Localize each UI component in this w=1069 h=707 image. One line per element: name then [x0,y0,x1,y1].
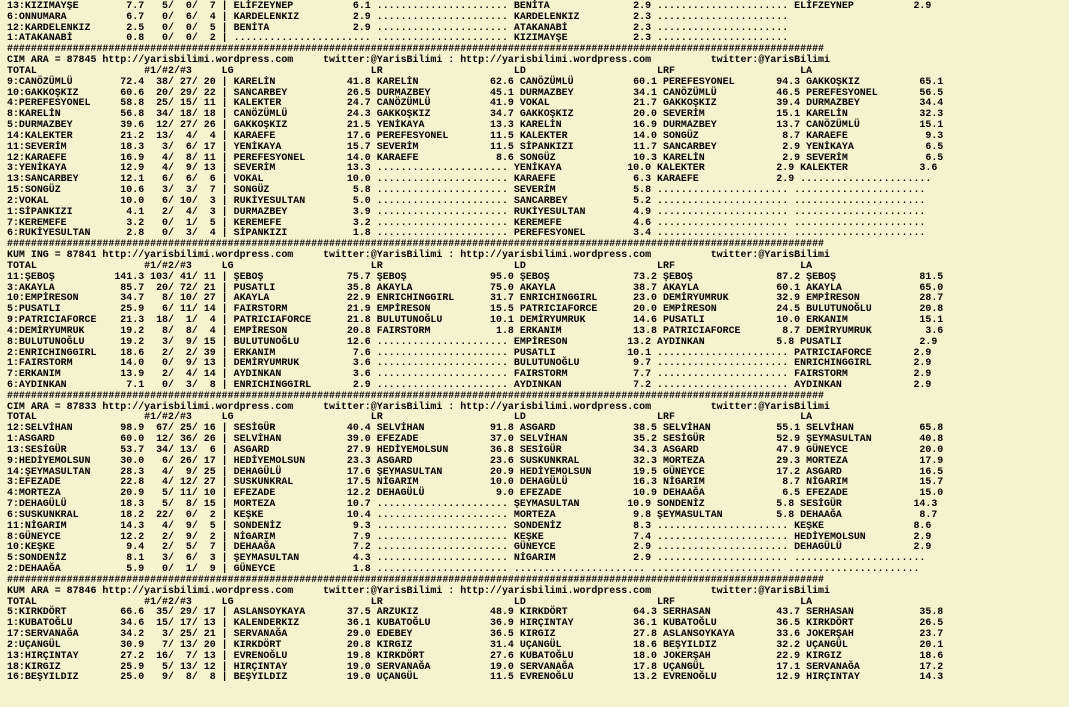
data-row: 18:KIRGIZ 25.9 5/ 13/ 12 | HIRÇINTAY 19.0 SERVANAĞA 19.0 SERVANAĞA 17.8 UÇANGÜL 17.1 SERVANAĞA 17.2 [7,660,944,672]
data-row: 8:BULUTUNOĞLU 19.2 3/ 9/ 15 | BULUTUNOĞLU 12.6 ...................... EMPİRESON 13.2 AYDINKAN 5.8 PUSATLI 2.9 [7,335,938,347]
data-row: 12:KARDELENKIZ 2.5 0/ 0/ 5 | BENİTA 2.9 ...................... ATAKANABİ 2.3 ...................... [7,21,789,33]
data-row: 6:RUKİYESULTAN 2.8 0/ 3/ 4 | SİPANKIZI 1.8 ...................... PEREFESYONEL 3.4 ...................... ...................... [7,227,926,239]
data-row: 13:HIRÇINTAY 27.2 16/ 7/ 13 | EVRENOĞLU 19.8 KIRKDÖRT 27.6 KUBATOĞLU 18.0 JOKERŞAH 22.9 KIRGIZ 18.6 [7,649,944,661]
data-row: 6:AYDINKAN 7.1 0/ 3/ 8 | ENRICHINGGIRL 2.9 ...................... AYDINKAN 7.2 ...................... AYDINKAN 2.9 [7,378,932,390]
data-row: 5:SONDENİZ 8.1 3/ 6/ 3 | ŞEYMASULTAN 4.3 ...................... NİGARIM 2.9 ...................... ...................... [7,552,926,564]
race-header-row: KUM ING = 87841 http://yarisbilimi.wordpress.com twitter:@YarisBilimi : http://yarisbilimi.wordpress.com twitter:@YarisBilimi [7,249,830,261]
data-row: 4:DEMİRYUMRUK 19.2 8/ 8/ 4 | EMPİRESON 20.8 FAIRSTORM 1.8 ERKANIM 13.8 PATRICIAFORCE 8.7 DEMİRYUMRUK 3.6 [7,324,944,336]
data-row: 4:MORTEZA 20.9 5/ 11/ 10 | EFEZADE 12.2 DEHAGÜLÜ 9.0 EFEZADE 10.9 DEHAAĞA 6.5 EFEZADE 15.0 [7,487,944,499]
data-row: 9:CANÖZÜMLÜ 72.4 38/ 27/ 20 | KARELİN 41.8 KARELİN 62.6 CANÖZÜMLÜ 60.1 PEREFESYONEL 94.3 GAKKOŞKIZ 65.1 [7,75,944,87]
data-row: 11:SEVERİM 18.3 3/ 6/ 17 | YENİKAYA 15.7 SEVERİM 11.5 SİPANKIZI 11.7 SANCARBEY 2.9 YENİKAYA 6.5 [7,140,944,152]
data-row: 5:DURMAZBEY 39.6 12/ 27/ 26 | GAKKOŞKIZ 21.5 YENİKAYA 13.3 KARELİN 16.9 DURMAZBEY 13.7 CANÖZÜMLÜ 15.1 [7,119,944,131]
data-row: 4:PEREFESYONEL 58.8 25/ 15/ 11 | KALEKTER 24.7 CANÖZÜMLÜ 41.9 VOKAL 21.7 GAKKOŞKIZ 39.4 DURMAZBEY 34.4 [7,97,944,109]
race-header-row: CIM ARA = 87845 http://yarisbilimi.wordpress.com twitter:@YarisBilimi : http://yarisbilimi.wordpress.com twitter:@YarisBilimi [7,54,830,66]
section-divider: ######################################################################################################################################### [7,43,824,55]
data-row: 6:ONNUMARA 6.7 0/ 6/ 4 | KARDELENKIZ 2.9 ...................... KARDELENKIZ 2.3 ...................... [7,10,789,22]
data-row: 7:KEREMEFE 3.2 0/ 1/ 5 | KEREMEFE 3.2 ...................... KEREMEFE 4.6 ...................... ...................... [7,216,926,228]
data-row: 5:PUSATLI 25.9 6/ 11/ 14 | FAIRSTORM 21.9 EMPİRESON 15.5 PATRICIAFORCE 20.0 EMPİRESON 24.5 BULUTUNOĞLU 20.8 [7,303,944,315]
data-row: 14:KALEKTER 21.2 13/ 4/ 4 | KARAEFE 17.6 PEREFESYONEL 11.5 KALEKTER 14.0 SONGÜZ 8.7 KARAEFE 9.3 [7,129,944,141]
data-row: 17:SERVANAĞA 34.2 3/ 25/ 21 | SERVANAĞA 29.0 EDEBEY 36.5 KIRGIZ 27.8 ASLANSOYKAYA 33.6 JOKERŞAH 23.7 [7,628,944,640]
data-row: 7:DEHAGÜLÜ 18.3 5/ 8/ 15 | MORTEZA 10.7 ...................... ŞEYMASULTAN 10.9 SONDENİZ 5.8 SESİGÜR 14.3 [7,498,938,510]
data-row: 8:GÜNEYCE 12.2 2/ 9/ 2 | NİGARIM 7.9 ...................... KEŞKE 7.4 ...................... HEDİYEMOLSUN 2.9 [7,530,932,542]
data-row: 2:VOKAL 10.0 6/ 10/ 3 | RUKİYESULTAN 5.0 ...................... SANCARBEY 5.2 ...................... ...................... [7,194,926,206]
data-row: 13:SANCARBEY 12.1 6/ 6/ 6 | VOKAL 10.0 ...................... KARAEFE 6.3 KARAEFE 2.9 ...................... [7,173,932,185]
data-row: 1:FAIRSTORM 14.0 0/ 9/ 13 | DEMİRYUMRUK 3.6 ...................... BULUTUNOĞLU 9.7 ...................... ENRICHINGGIRL 2.9 [7,357,932,369]
data-row: 1:ATAKANABİ 0.8 0/ 0/ 2 | ....................... ...................... KIZIMAYŞE 2.3 ...................... [7,32,789,44]
data-row: 16:BEŞYILDIZ 25.0 9/ 8/ 8 | BEŞYILDIZ 19.0 UÇANGÜL 11.5 EVRENOĞLU 13.2 EVRENOĞLU 12.9 HIRÇINTAY 14.3 [7,671,944,683]
data-row: 2:ENRICHINGGIRL 18.6 2/ 2/ 39 | ERKANIM 7.6 ...................... PUSATLI 10.1 ...................... PATRICIAFORCE 2.9 [7,346,932,358]
data-row: 8:KARELİN 56.8 34/ 18/ 18 | CANÖZÜMLÜ 24.3 GAKKOŞKIZ 34.7 GAKKOŞKIZ 20.0 SEVERİM 15.1 KARELİN 32.3 [7,108,944,120]
data-row: 1:SİPANKIZI 4.1 2/ 4/ 3 | DURMAZBEY 3.9 ...................... RUKİYESULTAN 4.9 ...................... ...................... [7,205,926,217]
data-row: 2:DEHAAĞA 5.9 0/ 1/ 9 | GÜNEYCE 1.8 ...................... ...................... ...................... ...................... [7,563,920,575]
section-divider: ######################################################################################################################################### [7,573,824,585]
data-row: 11:ŞEBOŞ 141.3 103/ 41/ 11 | ŞEBOŞ 75.7 ŞEBOŞ 95.0 ŞEBOŞ 73.2 ŞEBOŞ 87.2 ŞEBOŞ 81.5 [7,270,944,282]
data-row: 3:EFEZADE 22.8 4/ 12/ 27 | SUSKUNKRAL 17.5 NİGARIM 10.0 DEHAGÜLÜ 16.3 NİGARIM 8.7 NİGARIM 15.7 [7,476,944,488]
section-divider: ######################################################################################################################################### [7,238,824,250]
data-row: 7:ERKANIM 13.9 2/ 4/ 14 | AYDINKAN 3.6 ...................... FAIRSTORM 7.7 ...................... FAIRSTORM 2.9 [7,368,932,380]
column-header-row: TOTAL #1/#2/#3 LG LR LD LRF LA [7,595,813,607]
data-row: 12:SELVİHAN 98.9 67/ 25/ 16 | SESİGÜR 40.4 SELVİHAN 91.8 ASGARD 38.5 SELVİHAN 55.1 SELVİHAN 65.8 [7,422,944,434]
data-row: 9:HEDİYEMOLSUN 30.0 6/ 26/ 17 | HEDİYEMOLSUN 23.3 ASGARD 23.6 SUSKUNKRAL 32.3 MORTEZA 29.3 MORTEZA 17.9 [7,454,944,466]
data-row: 1:KUBATOĞLU 34.6 15/ 17/ 13 | KALENDERKIZ 36.1 KUBATOĞLU 36.9 HIRÇINTAY 36.1 KUBATOĞLU 36.5 KIRKDÖRT 26.5 [7,617,944,629]
data-row: 10:EMPİRESON 34.7 8/ 10/ 27 | AKAYLA 22.9 ENRICHINGGIRL 31.7 ENRICHINGGIRL 23.0 DEMİRYUMRUK 32.9 EMPİRESON 28.7 [7,292,944,304]
data-row: 13:SESİGÜR 53.7 34/ 13/ 6 | ASGARD 27.9 HEDİYEMOLSUN 36.8 SESİGÜR 34.3 ASGARD 47.9 GÜNEYCE 20.0 [7,443,944,455]
data-row: 6:SUSKUNKRAL 18.2 22/ 0/ 2 | KEŞKE 10.4 ...................... MORTEZA 9.8 ŞEYMASULTAN 5.8 DEHAAĞA 8.7 [7,508,938,520]
data-row: 15:SONGÜZ 10.6 3/ 3/ 7 | SONGÜZ 5.8 ...................... SEVERİM 5.8 ...................... ...................... [7,184,926,196]
data-row: 3:AKAYLA 85.7 20/ 72/ 21 | PUSATLI 35.8 AKAYLA 75.0 AKAYLA 38.7 AKAYLA 60.1 AKAYLA 65.0 [7,281,944,293]
data-row: 9:PATRICIAFORCE 21.3 18/ 1/ 4 | PATRICIAFORCE 21.8 BULUTUNOĞLU 10.1 DEMİRYUMRUK 14.6 PUSATLI 10.0 ERKANIM 15.1 [7,314,944,326]
race-header-row: CIM ARA = 87833 http://yarisbilimi.wordpress.com twitter:@YarisBilimi : http://yarisbilimi.wordpress.com twitter:@YarisBilimi [7,400,830,412]
data-row: 3:YENİKAYA 12.9 4/ 9/ 13 | SEVERİM 13.3 ...................... YENİKAYA 10.0 KALEKTER 2.9 KALEKTER 3.6 [7,162,938,174]
section-divider: ######################################################################################################################################### [7,389,824,401]
data-row: 11:NİGARIM 14.3 4/ 9/ 5 | SONDENİZ 9.3 ...................... SONDENİZ 8.3 ...................... KEŞKE 8.6 [7,519,932,531]
column-header-row: TOTAL #1/#2/#3 LG LR LD LRF LA [7,411,813,423]
data-row: 13:KIZIMAYŞE 7.7 5/ 0/ 7 | ELİFZEYNEP 6.1 ...................... BENİTA 2.9 ...................... ELİFZEYNEP 2.9 [7,0,932,11]
column-header-row: TOTAL #1/#2/#3 LG LR LD LRF LA [7,259,813,271]
race-header-row: KUM ARA = 87846 http://yarisbilimi.wordpress.com twitter:@YarisBilimi : http://yarisbilimi.wordpress.com twitter:@YarisBilimi [7,584,830,596]
data-row: 14:ŞEYMASULTAN 28.3 4/ 9/ 25 | DEHAGÜLÜ 17.6 ŞEYMASULTAN 20.9 HEDİYEMOLSUN 19.5 GÜNEYCE 17.2 ASGARD 16.5 [7,465,944,477]
data-row: 5:KIRKDÖRT 66.6 35/ 29/ 17 | ASLANSOYKAYA 37.5 ARZUKIZ 48.9 KIRKDÖRT 64.3 SERHASAN 43.7 SERHASAN 35.8 [7,606,944,618]
data-row: 10:KEŞKE 9.4 2/ 5/ 7 | DEHAAĞA 7.2 ...................... GÜNEYCE 2.9 ...................... DEHAGÜLÜ 2.9 [7,541,932,553]
data-row: 2:UÇANGÜL 30.9 7/ 13/ 20 | KIRKDÖRT 20.8 KIRGIZ 31.4 UÇANGÜL 18.6 BEŞYILDIZ 32.2 UÇANGÜL 20.1 [7,638,944,650]
data-row: 12:KARAEFE 16.9 4/ 8/ 11 | PEREFESYONEL 14.0 KARAEFE 8.6 SONGÜZ 10.3 KARELİN 2.9 SEVERİM 6.5 [7,151,944,163]
data-row: 1:ASGARD 60.0 12/ 36/ 26 | SELVİHAN 39.0 EFEZADE 37.0 SELVİHAN 35.2 SESİGÜR 52.9 ŞEYMASULTAN 40.8 [7,433,944,445]
data-row: 10:GAKKOŞKIZ 60.6 20/ 29/ 22 | SANCARBEY 26.5 DURMAZBEY 45.1 DURMAZBEY 34.1 CANÖZÜMLÜ 46.5 PEREFESYONEL 56.5 [7,86,944,98]
column-header-row: TOTAL #1/#2/#3 LG LR LD LRF LA [7,64,813,76]
